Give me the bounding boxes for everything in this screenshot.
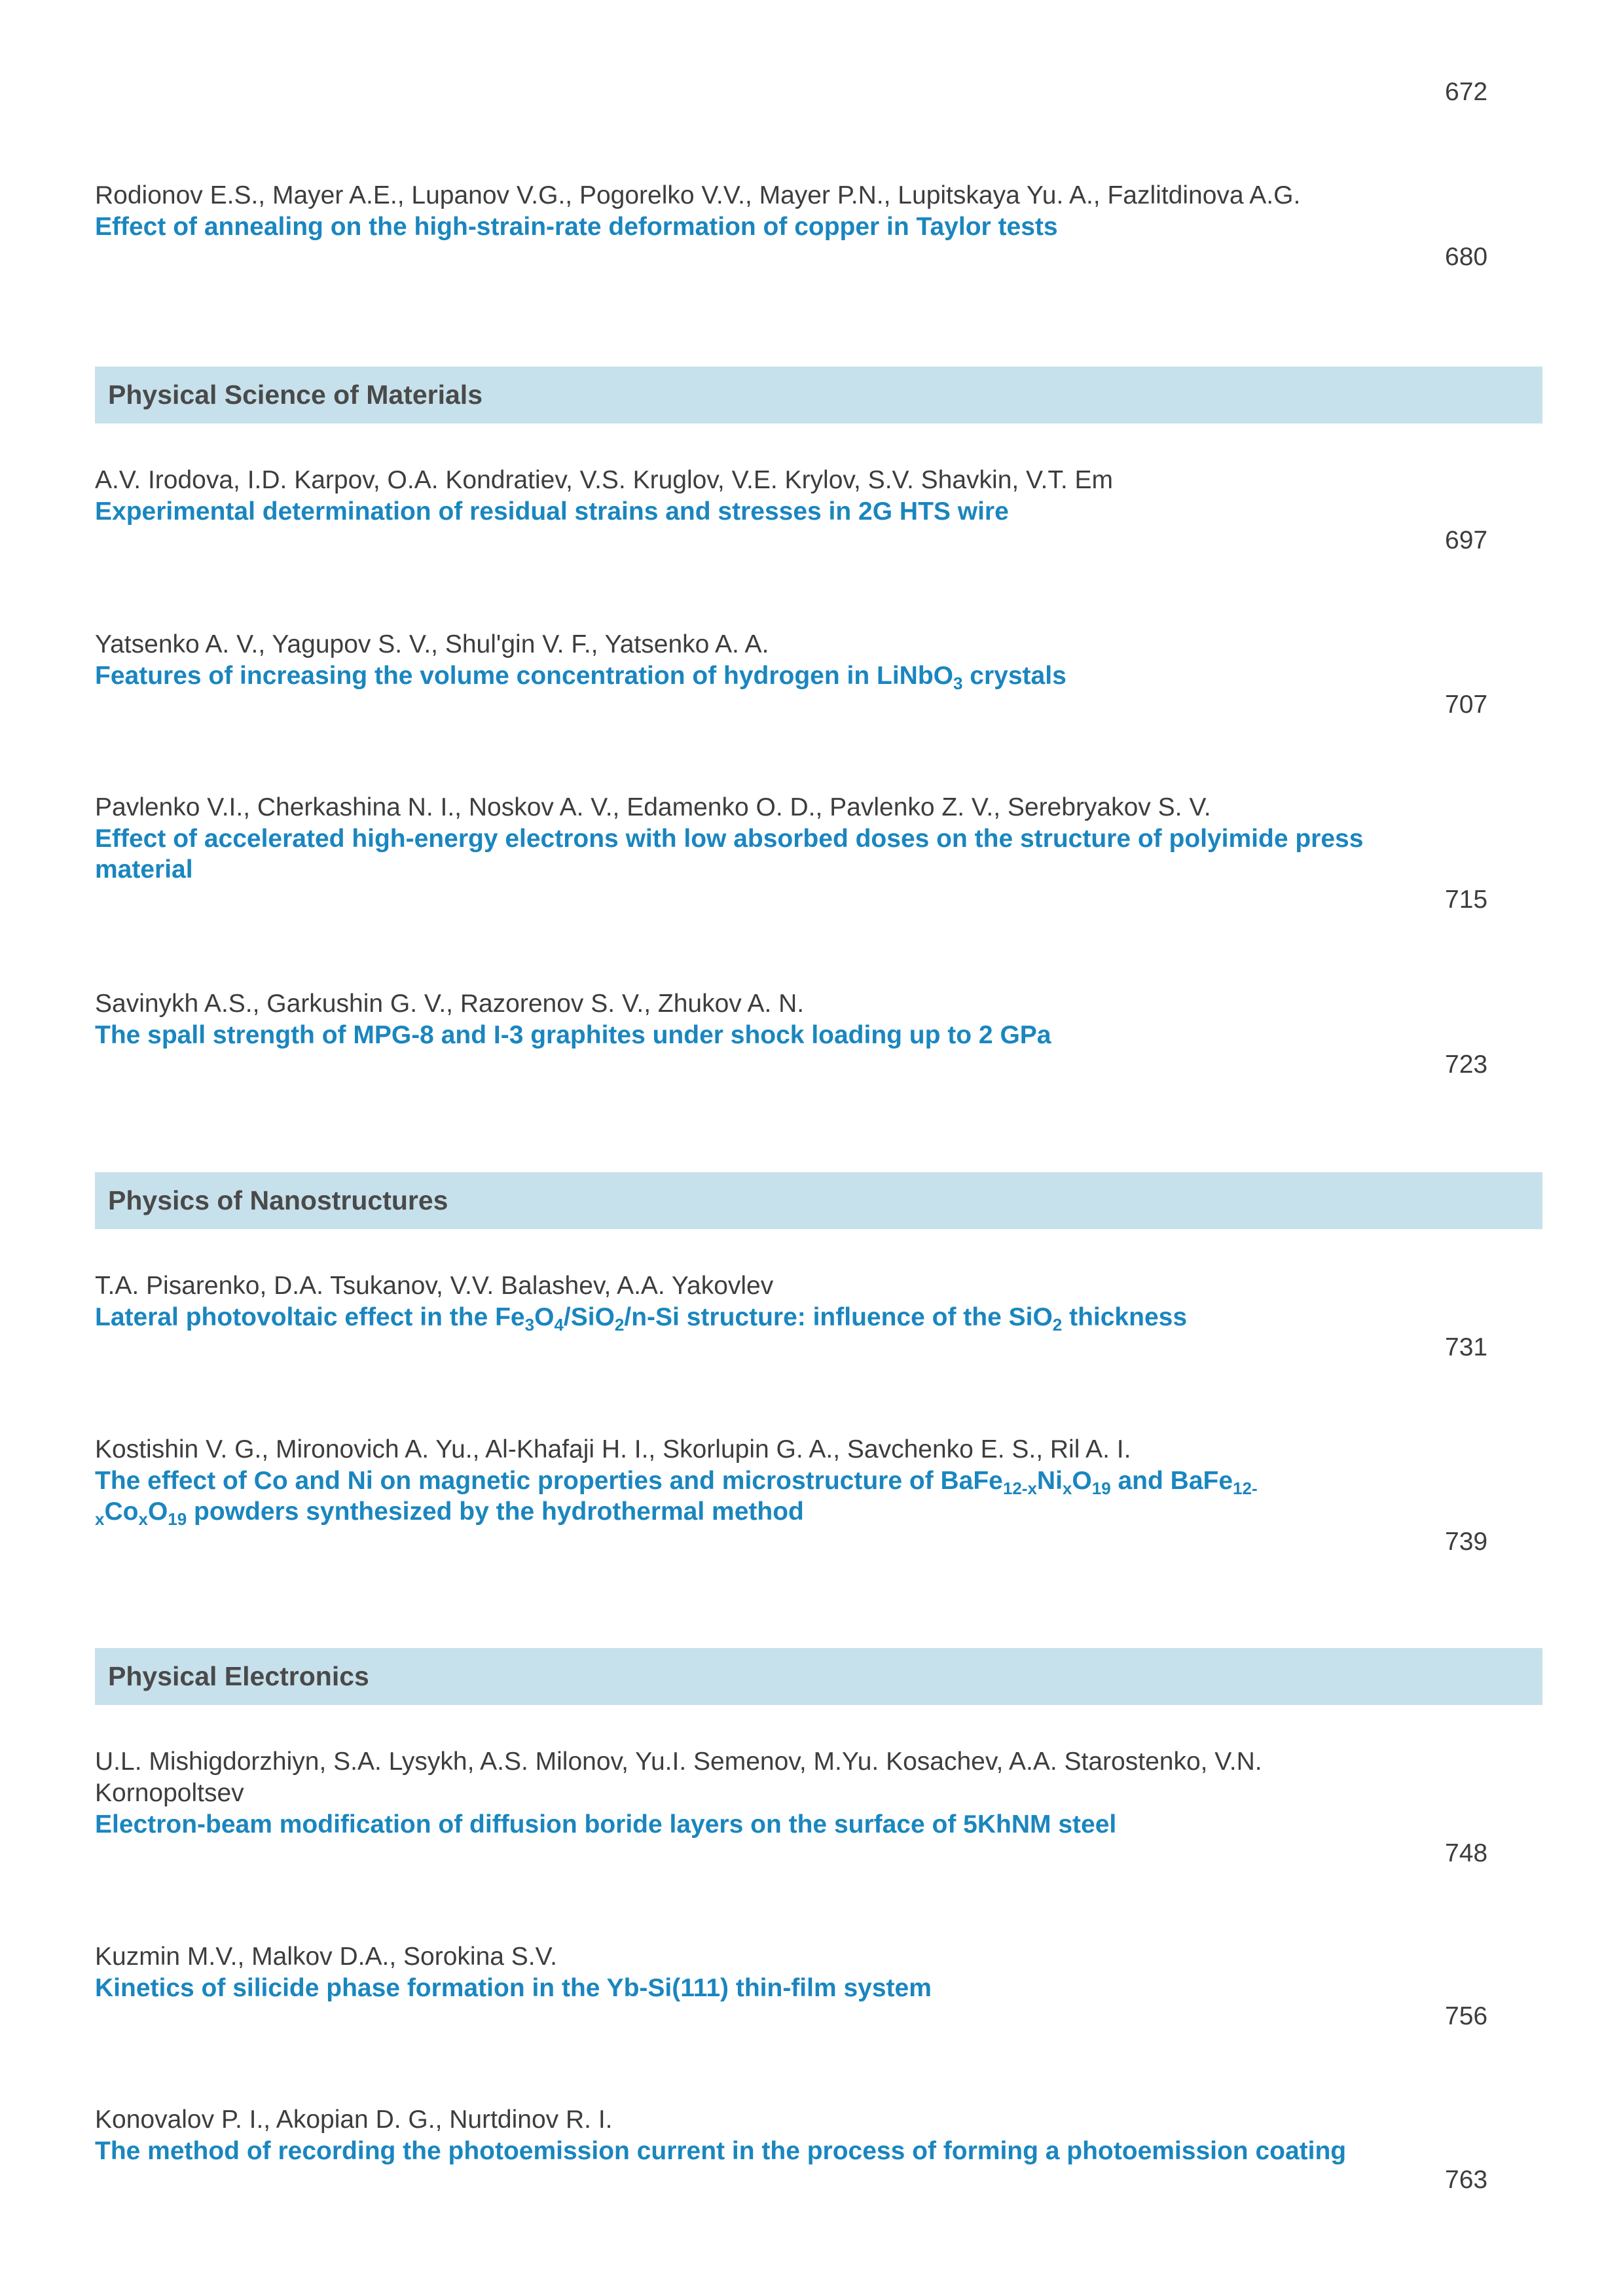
- title-subscript: 12-x: [1002, 1479, 1037, 1498]
- title-line: [95, 1496, 1470, 1527]
- section-header: [95, 1172, 1542, 1229]
- toc-entry: [95, 1746, 1470, 1840]
- section-title: Physical Electronics: [108, 1661, 369, 1691]
- title-line: Effect of accelerated high-energy electrons with low absorbed doses on the structure of polyimide press: [95, 825, 1364, 853]
- entry-page-number: 731: [1445, 1333, 1488, 1361]
- title-subscript: 12-: [1233, 1479, 1258, 1498]
- authors-line: U.L. Mishigdorzhiyn, S.A. Lysykh, A.S. Milonov, Yu.I. Semenov, M.Yu. Kosachev, A.A. Starostenko, V.N.: [95, 1748, 1262, 1776]
- toc-entry: [95, 1270, 1470, 1333]
- entry-authors: A.V. Irodova, I.D. Karpov, O.A. Kondratiev, V.S. Kruglov, V.E. Krylov, S.V. Shavkin, V.T. Em: [95, 466, 1113, 494]
- title-text: powders synthesized by the hydrothermal method: [187, 1498, 804, 1526]
- toc-entry: [95, 988, 1470, 1050]
- entry-authors: Rodionov E.S., Mayer A.E., Lupanov V.G., Pogorelko V.V., Mayer P.N., Lupitskaya Yu. A., Fazlitdinova A.G.: [95, 181, 1301, 209]
- entry-authors: Kuzmin M.V., Malkov D.A., Sorokina S.V.: [95, 1943, 557, 1971]
- title-text: crystals: [962, 662, 1067, 690]
- section-title: Physical Science of Materials: [108, 380, 483, 410]
- toc-entry: [95, 1434, 1470, 1527]
- entry-title-link[interactable]: Kinetics of silicide phase formation in the Yb-Si(111) thin-film system: [95, 1974, 932, 2002]
- entry-page-number: 723: [1445, 1050, 1488, 1079]
- entry-title-link[interactable]: The spall strength of MPG-8 and I-3 graphites under shock loading up to 2 GPa: [95, 1021, 1051, 1049]
- authors-line: Kornopoltsev: [95, 1779, 244, 1807]
- section-title: Physics of Nanostructures: [108, 1185, 448, 1215]
- title-subscript: x: [138, 1509, 148, 1529]
- title-text: Lateral photovoltaic effect in the Fe: [95, 1303, 525, 1331]
- entry-title-link[interactable]: Effect of annealing on the high-strain-rate deformation of copper in Taylor tests: [95, 213, 1058, 241]
- entry-title-link[interactable]: [95, 1465, 1470, 1527]
- title-text: thickness: [1062, 1303, 1188, 1331]
- title-subscript: 2: [614, 1315, 625, 1335]
- title-subscript: x: [1062, 1479, 1072, 1498]
- entry-authors: [95, 1746, 1470, 1809]
- entry-page-number: 697: [1445, 526, 1488, 554]
- toc-entry: [95, 1941, 1470, 2003]
- toc-entry: [95, 180, 1470, 242]
- entry-page-number: 707: [1445, 691, 1488, 719]
- entry-title-link[interactable]: Electron-beam modification of diffusion boride layers on the surface of 5KhNM steel: [95, 1810, 1117, 1839]
- entry-page-number: 739: [1445, 1528, 1488, 1556]
- entry-title-link[interactable]: [95, 660, 1470, 691]
- title-subscript: 2: [1052, 1315, 1063, 1335]
- title-text: /SiO: [563, 1303, 615, 1331]
- entry-authors: Yatsenko A. V., Yagupov S. V., Shul'gin V. F., Yatsenko A. A.: [95, 630, 769, 658]
- title-text: Co: [104, 1498, 139, 1526]
- entry-page-number: 680: [1445, 243, 1488, 271]
- section-header: [95, 1648, 1542, 1705]
- title-text: and BaFe: [1110, 1467, 1233, 1495]
- toc-entry: [95, 629, 1470, 691]
- entry-title-link[interactable]: [95, 1302, 1470, 1333]
- entry-authors: Pavlenko V.I., Cherkashina N. I., Noskov A. V., Edamenko O. D., Pavlenko Z. V., Serebryakov S. V.: [95, 793, 1211, 821]
- title-text: O: [534, 1303, 555, 1331]
- entry-authors: Konovalov P. I., Akopian D. G., Nurtdinov R. I.: [95, 2106, 613, 2134]
- title-text: O: [1072, 1467, 1092, 1495]
- page-number: 672: [1445, 78, 1488, 106]
- entry-authors: T.A. Pisarenko, D.A. Tsukanov, V.V. Balashev, A.A. Yakovlev: [95, 1272, 774, 1300]
- title-text: Features of increasing the volume concentration of hydrogen in LiNbO: [95, 662, 953, 690]
- title-line: [95, 1465, 1470, 1496]
- entry-page-number: 756: [1445, 2002, 1488, 2030]
- title-text: The effect of Co and Ni on magnetic properties and microstructure of BaFe: [95, 1467, 1003, 1495]
- title-subscript: 4: [554, 1315, 564, 1335]
- title-subscript: x: [95, 1509, 105, 1529]
- toc-entry: [95, 792, 1470, 885]
- title-subscript: 19: [168, 1509, 187, 1529]
- entry-authors: Kostishin V. G., Mironovich A. Yu., Al-Khafaji H. I., Skorlupin G. A., Savchenko E. S., Ril A. I.: [95, 1435, 1131, 1463]
- section-header: [95, 367, 1542, 423]
- title-line: material: [95, 855, 193, 884]
- title-text: /n-Si structure: influence of the SiO: [624, 1303, 1053, 1331]
- entry-authors: Savinykh A.S., Garkushin G. V., Razorenov S. V., Zhukov A. N.: [95, 990, 805, 1018]
- toc-entry: [95, 2104, 1470, 2166]
- toc-entry: [95, 465, 1470, 527]
- title-subscript: 3: [953, 673, 963, 693]
- title-subscript: 3: [524, 1315, 535, 1335]
- title-text: Ni: [1036, 1467, 1063, 1495]
- entry-title-link[interactable]: [95, 823, 1470, 885]
- title-text: O: [147, 1498, 168, 1526]
- title-subscript: 19: [1091, 1479, 1111, 1498]
- entry-page-number: 748: [1445, 1839, 1488, 1867]
- entry-title-link[interactable]: Experimental determination of residual strains and stresses in 2G HTS wire: [95, 497, 1009, 526]
- entry-title-link[interactable]: The method of recording the photoemission current in the process of forming a photoemission coating: [95, 2137, 1347, 2165]
- entry-page-number: 715: [1445, 886, 1488, 914]
- entry-page-number: 763: [1445, 2166, 1488, 2194]
